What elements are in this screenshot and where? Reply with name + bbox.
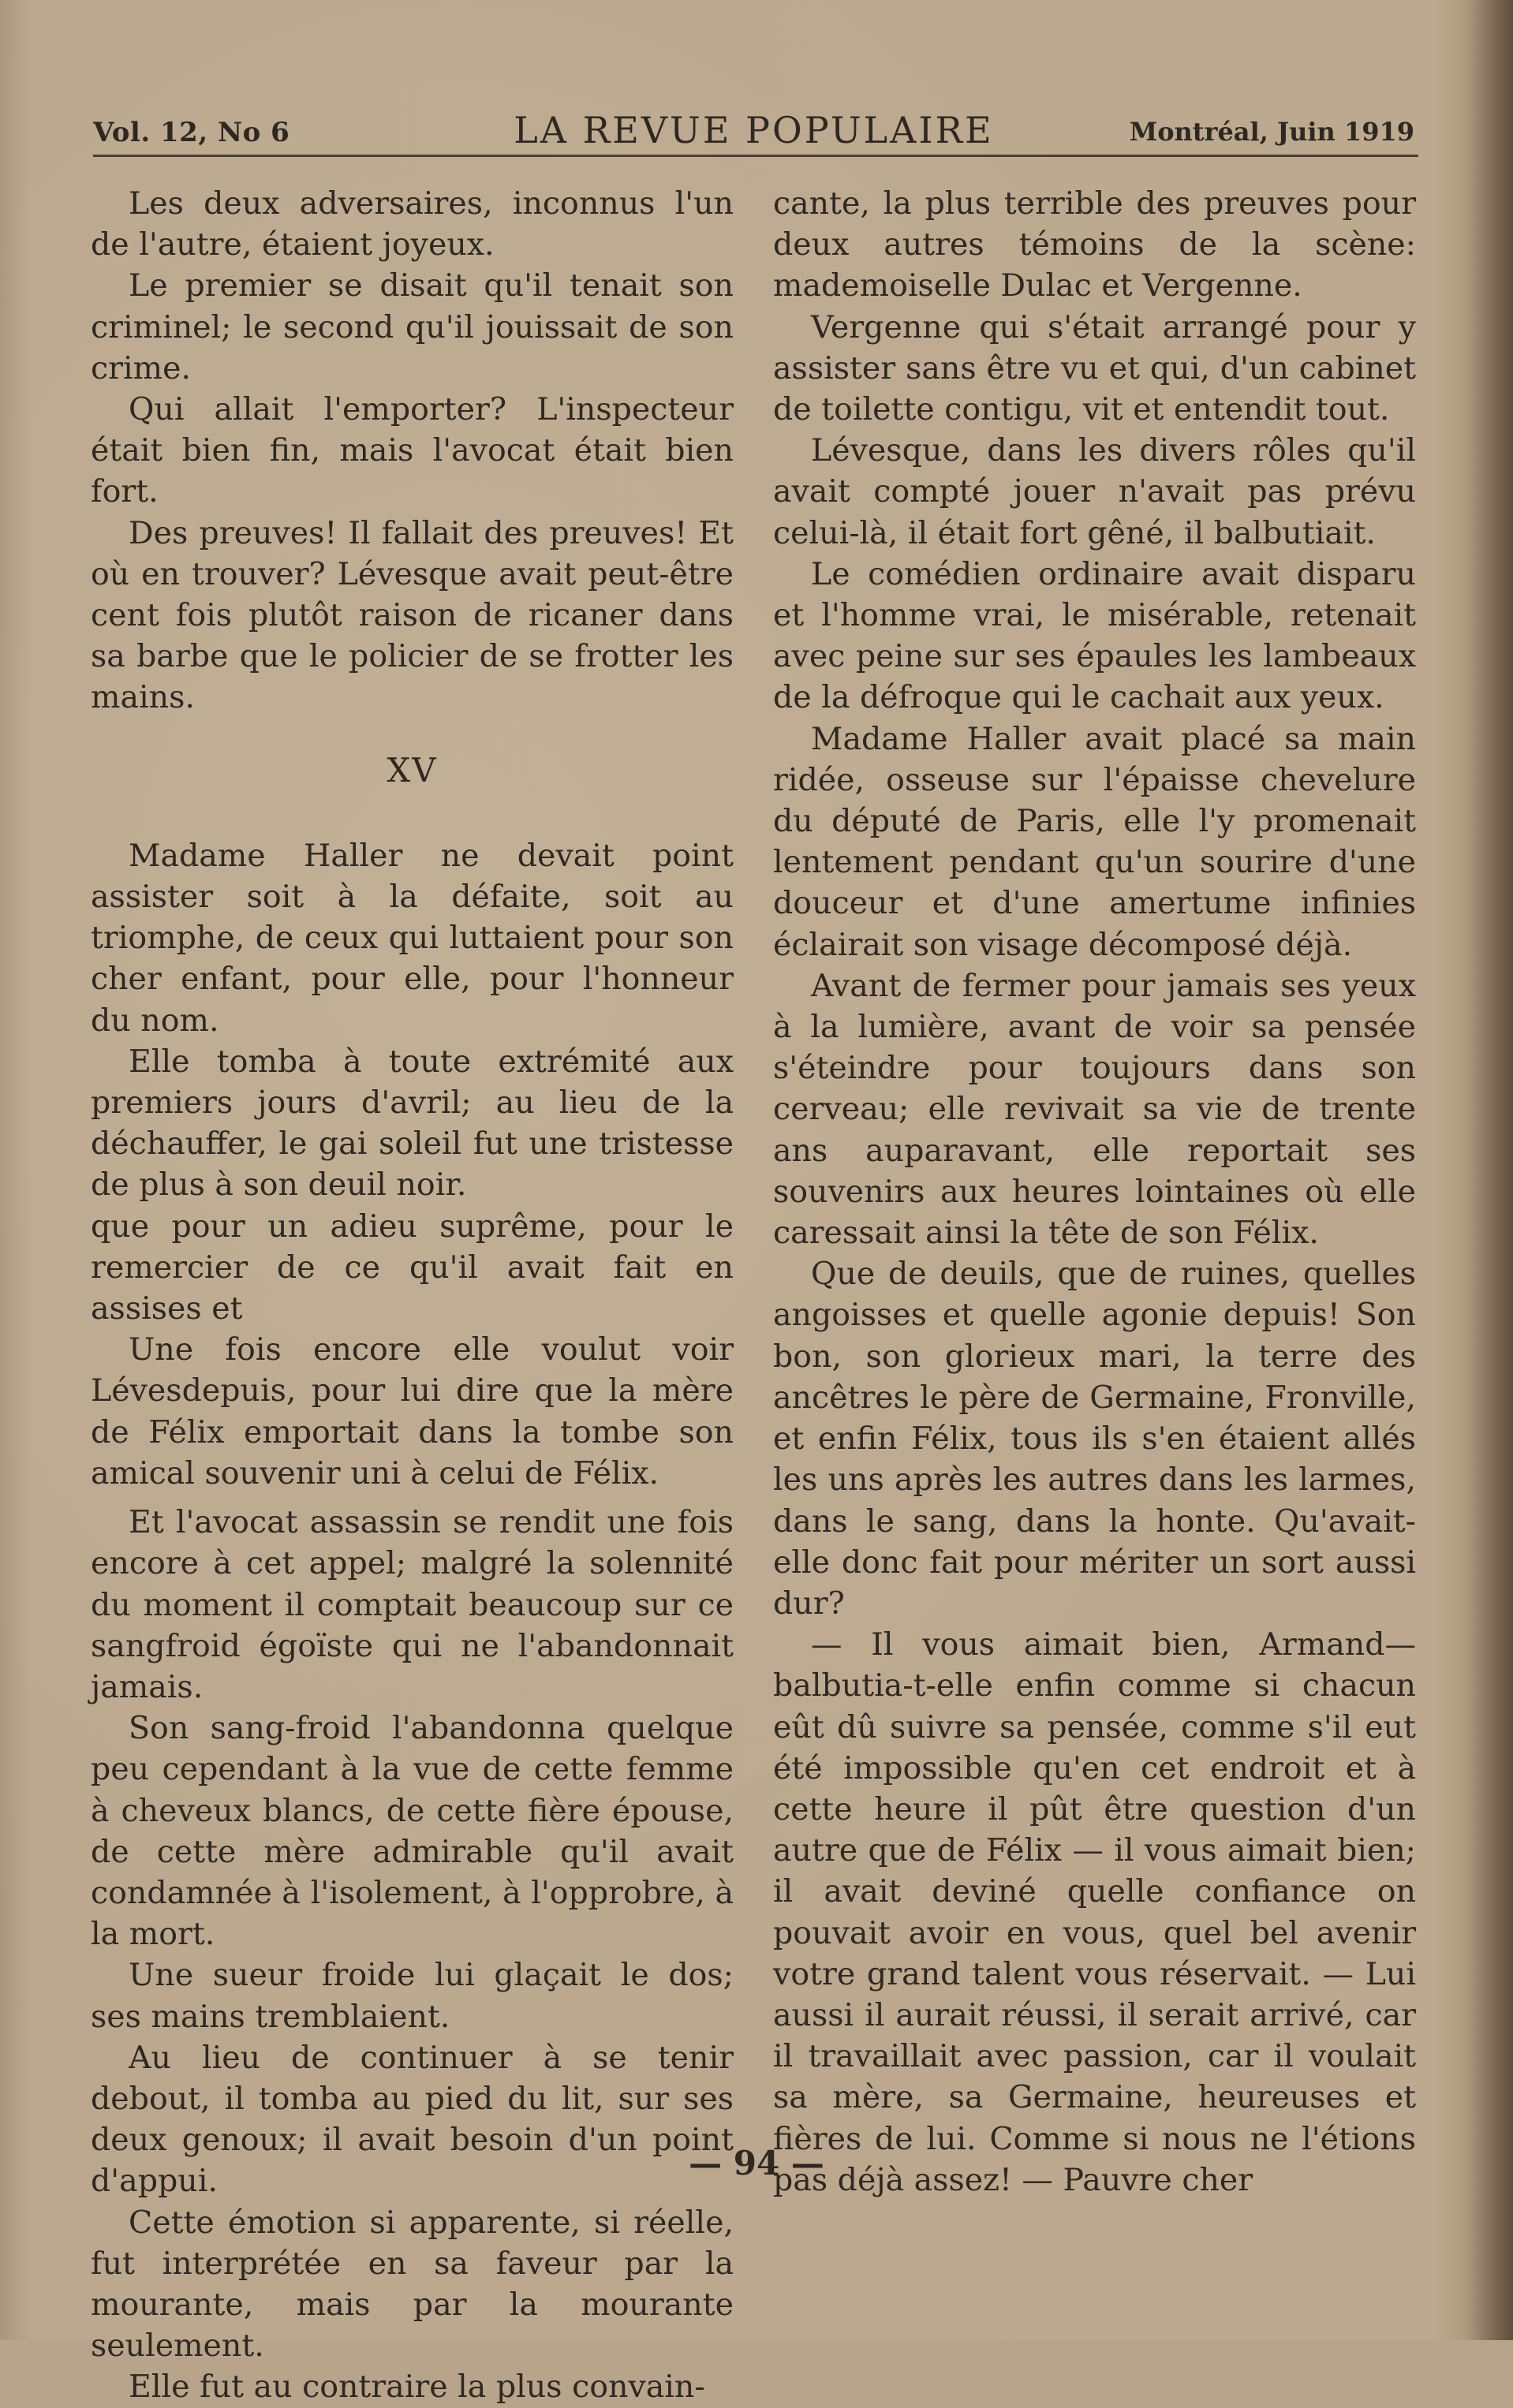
page-number: — 94 — <box>689 2144 824 2182</box>
paragraph: Le comédien ordinaire avait disparu et l'homme vrai, le misérable, retenait avec peine sur ses épaules les lambeaux de la défroque qui le cachait aux yeux. <box>773 555 1416 716</box>
volume-issue: Vol. 12, No 6 <box>93 117 290 148</box>
publication-title: LA REVUE POPULAIRE <box>514 109 994 151</box>
paragraph: Une sueur froide lui glaçait le dos; ses mains tremblaient. <box>91 1957 734 2035</box>
running-header <box>93 109 1414 156</box>
paragraph: Madame Haller ne devait point assister soit à la défaite, soit au triomphe, de ceux qui luttaient pour son cher enfant, pour elle, pour l'honneur du nom. <box>91 837 734 1039</box>
page-spine-shadow <box>1466 0 1513 2340</box>
paragraph: Elle fut au contraire la plus convain- <box>129 2369 705 2406</box>
paragraph: — Il vous aimait bien, Armand—balbutia-t-elle enfin comme si chacun eût dû suivre sa pensée, comme s'il eut été impossible qu'en cet endroit et à cette heure il pût être question d'un autre que de Félix — il vous aimait bien; il avait deviné quelle confiance on pouvait avoir en vous, quel bel avenir votre grand talent vous réservait. — Lui aussi il aurait réussi, il serait arrivé, car il travaillait avec passion, car il voulait sa mère, sa Germaine, heureuses et fières de lui. Comme si nous ne l'étions pas déjà assez! — Pauvre cher <box>773 1626 1416 2198</box>
paragraph: Et l'avocat assassin se rendit une fois encore à cet appel; malgré la solennité du moment il comptait beaucoup sur ce sangfroid égoïste qui ne l'abandonnait jamais. <box>91 1504 734 1705</box>
paragraph: Le premier se disait qu'il tenait son criminel; le second qu'il jouissait de son crime. <box>91 267 734 386</box>
left-column <box>91 183 734 2408</box>
dateline: Montréal, Juin 1919 <box>1129 117 1414 147</box>
paragraph: Avant de fermer pour jamais ses yeux à la lumière, avant de voir sa pensée s'éteindre pour toujours dans son cerveau; elle revivait sa vie de trente ans auparavant, elle reportait ses souvenirs aux heures lointaines où elle caressait ainsi la tête de son Félix. <box>773 967 1416 1252</box>
right-column <box>773 183 1416 2201</box>
header-rule <box>93 155 1418 157</box>
paragraph: que pour un adieu suprême, pour le remercier de ce qu'il avait fait en assises et <box>91 1208 734 1327</box>
paragraph: Que de deuils, que de ruines, quelles angoisses et quelle agonie depuis! Son bon, son glorieux mari, la terre des ancêtres le père de Germaine, Fronville, et enfin Félix, tous ils s'en étaient allés les uns après les autres dans les larmes, dans le sang, dans la honte. Qu'avait-elle donc fait pour mériter un sort aussi dur? <box>773 1256 1416 1622</box>
paragraph: Une fois encore elle voulut voir Lévesdepuis, pour lui dire que la mère de Félix emportait dans la tombe son amical souvenir uni à celui de Félix. <box>91 1331 734 1491</box>
paragraph: Son sang-froid l'abandonna quelque peu cependant à la vue de cette femme à cheveux blancs, de cette fière épouse, de cette mère admirable qu'il avait condamnée à l'isolement, à l'opprobre, à la mort. <box>91 1710 734 1953</box>
paragraph-gap <box>91 1494 734 1502</box>
paragraph: Des preuves! Il fallait des preuves! Et où en trouver? Lévesque avait peut-être cent fois plutôt raison de ricaner dans sa barbe que le policier de se frotter les mains. <box>91 514 734 716</box>
paragraph: Elle tomba à toute extrémité aux premiers jours d'avril; au lieu de la déchauffer, le gai soleil fut une tristesse de plus à son deuil noir. <box>91 1043 734 1204</box>
paragraph: Qui allait l'emporter? L'inspecteur était bien fin, mais l'avocat était bien fort. <box>91 391 734 510</box>
paragraph: Les deux adversaires, inconnus l'un de l'autre, étaient joyeux. <box>91 185 734 263</box>
paragraph: Cette émotion si apparente, si réelle, fut interprétée en sa faveur par la mourante, mais par la mourante seulement. <box>91 2204 734 2365</box>
paragraph: Vergenne qui s'était arrangé pour y assister sans être vu et qui, d'un cabinet de toilette contigu, vit et entendit tout. <box>773 308 1416 428</box>
paragraph: cante, la plus terrible des preuves pour deux autres témoins de la scène: mademoiselle Dulac et Vergenne. <box>773 185 1416 304</box>
paragraph: Lévesque, dans les divers rôles qu'il avait compté jouer n'avait pas prévu celui-là, il était fort gêné, il balbutiait. <box>773 432 1416 551</box>
paragraph: Madame Haller avait placé sa main ridée, osseuse sur l'épaisse chevelure du député de Paris, elle l'y promenait lentement pendant qu'un sourire d'une douceur et d'une amertume infinies éclairait son visage décomposé déjà. <box>773 720 1416 963</box>
section-heading: XV <box>387 750 438 790</box>
paragraph: Au lieu de continuer à se tenir debout, il tomba au pied du lit, sur ses deux genoux; il avait besoin d'un point d'appui. <box>91 2039 734 2200</box>
